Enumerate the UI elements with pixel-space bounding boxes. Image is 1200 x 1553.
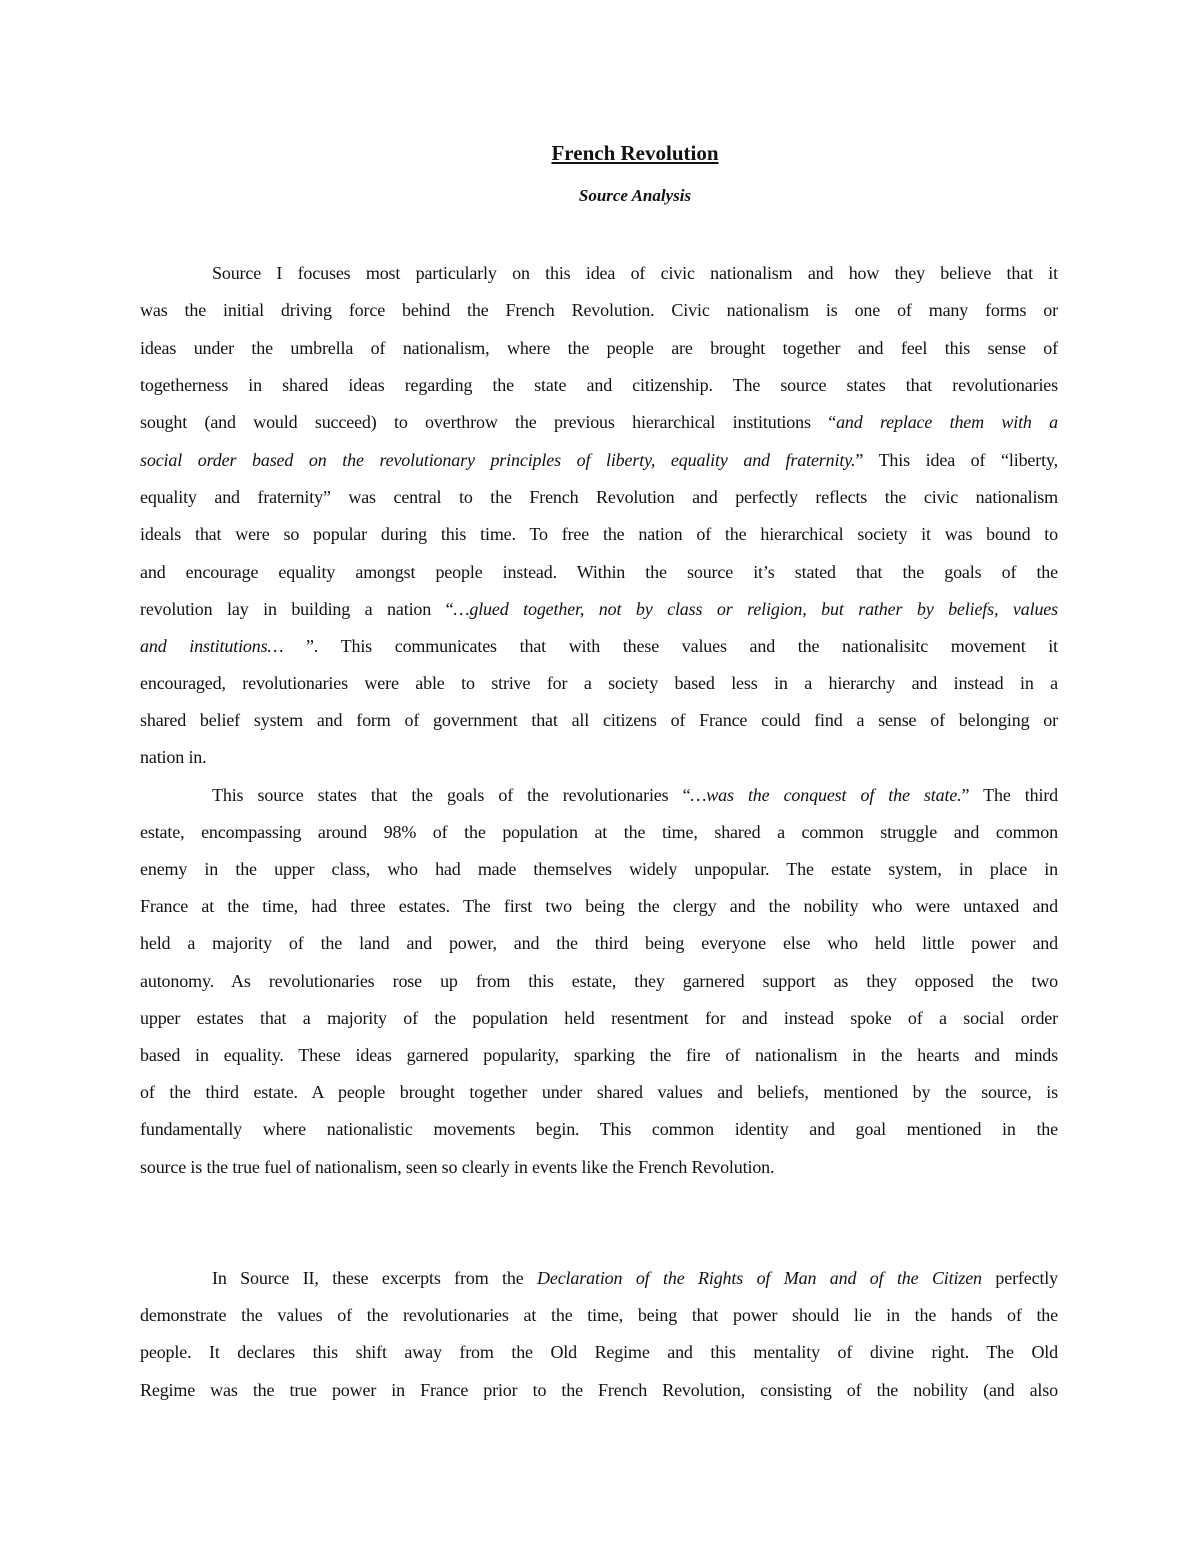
text-run: nation in. (140, 747, 207, 767)
text-run: shared belief system and form of government that all citizens of France could find a sense of belonging or (140, 710, 1058, 730)
text-run: estate, encompassing around 98% of the population at the time, shared a common struggle and common (140, 822, 1058, 842)
text-run: ideals that were so popular during this time. To free the nation of the hierarchical society it was bound to (140, 524, 1058, 544)
text-line (140, 298, 1058, 322)
text-run: demonstrate the values of the revolutionaries at the time, being that power should lie in the hands of the (140, 1305, 1058, 1325)
text-line (140, 671, 1058, 695)
text-line (140, 373, 1058, 397)
text-line (140, 969, 1058, 993)
text-line (140, 448, 1058, 472)
text-line (212, 783, 1058, 807)
text-line (140, 634, 1058, 658)
text-line (140, 894, 1058, 918)
text-line (140, 1080, 1058, 1104)
italic-text: and institutions… (140, 636, 284, 656)
text-run: enemy in the upper class, who had made themselves widely unpopular. The estate system, in place in (140, 859, 1058, 879)
text-run: and encourage equality amongst people instead. Within the source it’s stated that the goals of the (140, 562, 1058, 582)
document-title: French Revolution (551, 141, 719, 165)
text-run: source is the true fuel of nationalism, seen so clearly in events like the French Revolution. (140, 1157, 775, 1177)
document-subtitle: Source Analysis (578, 186, 692, 205)
text-line (140, 708, 1058, 732)
text-run: ”. This communicates that with these values and the nationalisitc movement it (283, 636, 1058, 656)
text-line (140, 597, 1058, 621)
text-line (140, 1340, 1058, 1364)
text-run: upper estates that a majority of the population held resentment for and instead spoke of a social order (140, 1008, 1058, 1028)
text-line (140, 410, 1058, 434)
text-run: France at the time, had three estates. The first two being the clergy and the nobility who were untaxed and (140, 896, 1058, 916)
text-run: sought (and would succeed) to overthrow the previous hierarchical institutions “ (140, 412, 837, 432)
text-line (140, 485, 1058, 509)
text-run: In Source II, these excerpts from the (212, 1268, 538, 1288)
text-run: Regime was the true power in France prior to the French Revolution, consisting of the nobility (and also (140, 1380, 1058, 1400)
text-run: of the third estate. A people brought together under shared values and beliefs, mentioned by the source, is (140, 1082, 1058, 1102)
text-line (140, 745, 207, 769)
text-line (140, 1117, 1058, 1141)
text-run: ” This idea of “liberty, (855, 450, 1058, 470)
text-line (212, 1266, 1058, 1290)
text-line (140, 1155, 774, 1179)
italic-text: …glued together, not by class or religion, but rather by beliefs, values (453, 599, 1058, 619)
text-line (140, 1303, 1058, 1327)
text-line (140, 336, 1058, 360)
text-run: equality and fraternity” was central to the French Revolution and perfectly reflects the civic nationalism (140, 487, 1058, 507)
text-run: was the initial driving force behind the French Revolution. Civic nationalism is one of many forms or (140, 300, 1058, 320)
text-run: encouraged, revolutionaries were able to strive for a society based less in a hierarchy and instead in a (140, 673, 1058, 693)
text-run: held a majority of the land and power, and the third being everyone else who held little power and (140, 933, 1058, 953)
text-run: autonomy. As revolutionaries rose up from this estate, they garnered support as they opposed the two (140, 971, 1058, 991)
text-run: revolution lay in building a nation “ (140, 599, 454, 619)
text-line (140, 1043, 1058, 1067)
text-run: based in equality. These ideas garnered popularity, sparking the fire of nationalism in the hearts and minds (140, 1045, 1058, 1065)
text-run: This source states that the goals of the revolutionaries “ (212, 785, 691, 805)
text-line (140, 1378, 1058, 1402)
text-run: fundamentally where nationalistic movements begin. This common identity and goal mentioned in the (140, 1119, 1058, 1139)
italic-text: Declaration of the Rights of Man and of the Citizen (537, 1268, 982, 1288)
text-run: perfectly (981, 1268, 1058, 1288)
text-run: Source I focuses most particularly on this idea of civic nationalism and how they believe that it (212, 263, 1058, 283)
text-line (140, 522, 1058, 546)
italic-text: and replace them with a (836, 412, 1058, 432)
text-line (140, 857, 1058, 881)
text-line (140, 931, 1058, 955)
text-line (140, 560, 1058, 584)
text-run: ” The third (961, 785, 1059, 805)
text-line (140, 820, 1058, 844)
italic-text: …was the conquest of the state. (690, 785, 962, 805)
text-run: ideas under the umbrella of nationalism, where the people are brought together and feel this sense of (140, 338, 1058, 358)
text-run: togetherness in shared ideas regarding the state and citizenship. The source states that revolutionaries (140, 375, 1058, 395)
text-line (212, 261, 1058, 285)
text-line (140, 1006, 1058, 1030)
text-run: people. It declares this shift away from the Old Regime and this mentality of divine right. The Old (140, 1342, 1058, 1362)
italic-text: social order based on the revolutionary principles of liberty, equality and fraternity. (140, 450, 856, 470)
